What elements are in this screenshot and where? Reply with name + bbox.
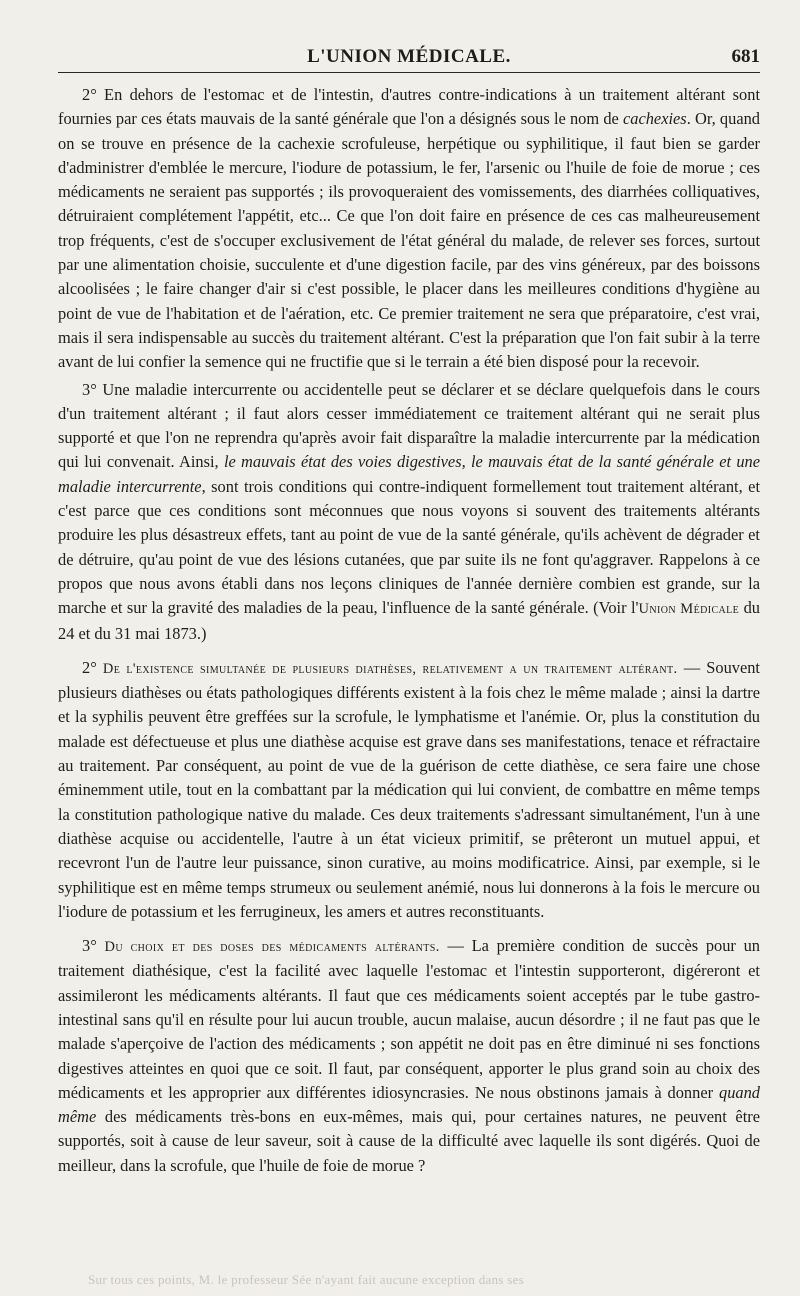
journal-name: Union Médicale bbox=[638, 601, 740, 618]
section-number: 3° bbox=[82, 936, 105, 956]
text-segment: , sont trois conditions qui contre-indiquent formellement tout traitement altérant, et c'est parce que ces conditions sont méconnues que nous voyons si souvent des traitements altérants produire les plus désastreux effets, tant au point de vue de la santé générale, qu'ils achèvent de dégrader et de détruire, qu'au point de vue des lésions cutanées, que par suite ils ne font qu'aggraver. Rappelons à ce propos que nous avons établi dans nos leçons cliniques de l'année dernière combien est grande, sur la marche et sur la gravité des maladies de la peau, l'influence de la santé générale. (Voir l' bbox=[58, 476, 760, 618]
paragraph-contraindications-cachexia bbox=[58, 83, 760, 375]
section-number: 2° bbox=[82, 657, 103, 677]
section-heading: De l'existence simultanée de plusieurs diathèses, relativement a un traitement altérant. bbox=[102, 660, 678, 677]
italic-term: quand même bbox=[58, 1082, 760, 1127]
text-segment: . Or, quand on se trouve en présence de la cachexie scrofuleuse, herpétique ou syphilitique, il faut bien se garder d'administrer d'emblée le mercure, l'iodure de potassium, le fer, l'arsenic ou l'huile de foie de morue ; ces médicaments ne seraient pas supportés ; ils provoqueraient des vomissements, des diarrhées colliquatives, détruiraient complétement l'appétit, etc... Ce que l'on doit faire en présence de ces cas malheureusement trop fréquents, c'est de s'occuper exclusivement de l'état général du malade, de relever ses forces, surtout par une alimentation choisie, succulente et d'une digestion facile, par des vins généreux, par des boissons alcoolisées ; le faire changer d'air si c'est possible, le placer dans les meilleures conditions d'hygiène au point de vue de l'habitation et de l'aération, etc. Ce premier traitement ne sera que préparatoire, c'est vrai, mais il sera indispensable au succès du traitement altérant. C'est la préparation que l'on fait subir à la terre avant de lui confier la semence qui ne fructifie que si le terrain a été bien disposé pour la recevoir. bbox=[58, 109, 760, 372]
bleed-through-text: Sur tous ces points, M. le professeur Sée n'ayant fait aucune exception dans ses bbox=[88, 1272, 525, 1287]
page-number: 681 bbox=[731, 46, 760, 67]
section-heading: Du choix et des doses des médicaments altérants. bbox=[104, 939, 440, 956]
text-segment: — Souvent plusieurs diathèses ou états pathologiques différents existent à la fois chez le même malade ; ainsi la dartre et la syphilis peuvent être greffées sur la scrofule, le lymphatisme et l'anémie. Or, plus la constitution du malade est défectueuse et plus une diathèse acquise est grave dans ses manifestations, tenace et réfractaire au traitement. Par conséquent, au point de vue de la guérison de cette diathèse, ce sera faire une chose éminemment utile, tout en la combattant par la médication qui lui convient, de combattre en même temps la constitution pathologique native du malade. Ces deux traitements s'adressant simultanément, l'un à une diathèse acquise ou accidentelle, l'autre à un état vicieux primitif, se prêteront un mutuel appui, et recevront l'un de l'autre leur puissance, sinon curative, au moins modificatrice. Ainsi, par exemple, si le syphilitique est en même temps strumeux ou seulement anémié, nous lui donnerons à la fois le mercure ou l'iodure de potassium et les ferrugineux, les amers et autres reconstituants. bbox=[58, 657, 760, 921]
text-segment: — La première condition de succès pour un traitement diathésique, c'est la facilité avec laquelle l'estomac et l'intestin supporteront, digéreront et assimileront les médicaments altérants. Il faut que ces médicaments soient acceptés par le tube gastro-intestinal sans qu'il en résulte pour lui aucun trouble, aucun malaise, aucun désordre ; il ne faut pas que le malade s'aperçoive de l'action des médicaments ; son appétit ne doit pas en être diminué ni ses fonctions digestives atteintes en quoi que ce soit. Il faut, par conséquent, apporter le plus grand soin au choix des médicaments et les approprier aux différentes idiosyncrasies. Ne nous obstinons jamais à donner bbox=[58, 936, 760, 1102]
text-segment: des médicaments très-bons en eux-mêmes, mais qui, pour certaines natures, ne peuvent être supportés, soit à cause de leur saveur, soit à cause de la difficulté avec laquelle ils sont digérés. Quoi de meilleur, dans la scrofule, que l'huile de foie de morue ? bbox=[58, 1107, 760, 1175]
running-head: L'UNION MÉDICALE. bbox=[307, 46, 511, 67]
text-segment: 3° Une maladie intercurrente ou accidentelle peut se déclarer et se déclare quelquefois dans le cours d'un traitement altérant ; il faut alors cesser immédiatement ce traitement altérant qui ne serait plus supporté et que l'on ne reprendra qu'après avoir fait disparaître la maladie intercurrente par la médication qui lui convenait. Ainsi, bbox=[58, 379, 760, 472]
italic-term: cachexies bbox=[622, 109, 687, 129]
section-choice-and-doses bbox=[58, 934, 760, 1178]
article-body bbox=[58, 83, 760, 1178]
page-header bbox=[58, 44, 760, 73]
section-simultaneous-diatheses bbox=[58, 656, 760, 924]
text-segment: du 24 et du 31 mai 1873.) bbox=[58, 598, 760, 643]
paragraph-intercurrent-disease bbox=[58, 378, 760, 646]
text-segment: 2° En dehors de l'estomac et de l'intestin, d'autres contre-indications à un traitement altérant sont fournies par ces états mauvais de la santé générale que l'on a désignés sous le nom de bbox=[58, 85, 760, 129]
italic-phrase: le mauvais état des voies digestives, le mauvais état de la santé générale et une maladie intercurrente bbox=[58, 452, 760, 496]
